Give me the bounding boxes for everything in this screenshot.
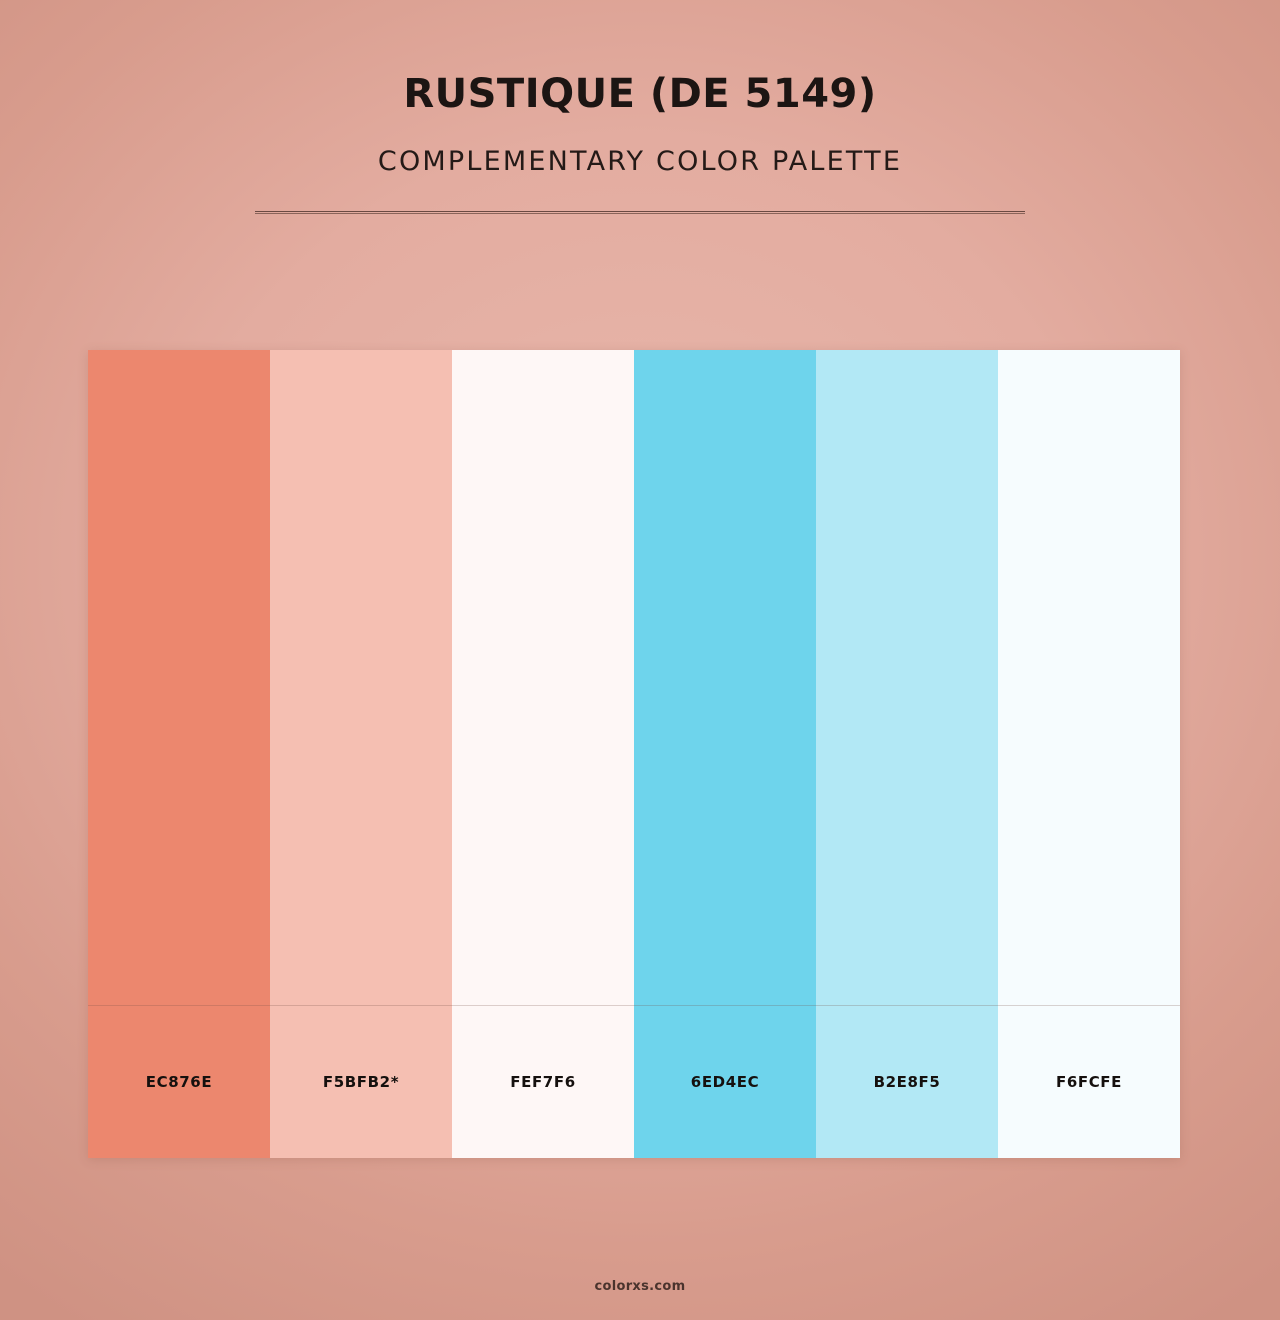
- swatch-label-area: [270, 1005, 452, 1158]
- swatch-label-area: [816, 1005, 998, 1158]
- swatch-hex-label: FEF7F6: [510, 1073, 576, 1091]
- swatch-color-block: [816, 350, 998, 1005]
- color-swatch[interactable]: [816, 350, 998, 1158]
- swatch-color-block: [998, 350, 1180, 1005]
- page-header: [0, 0, 1280, 214]
- swatch-hex-label: 6ED4EC: [690, 1073, 760, 1091]
- color-palette: [88, 350, 1180, 1158]
- swatch-hex-label: B2E8F5: [873, 1073, 941, 1091]
- swatch-hex-label: F5BFB2*: [322, 1073, 400, 1091]
- swatch-hex-label: F6FCFE: [1055, 1073, 1123, 1091]
- swatch-color-block: [88, 350, 270, 1005]
- swatch-hex-label: EC876E: [145, 1073, 213, 1091]
- page-subtitle: COMPLEMENTARY COLOR PALETTE: [377, 146, 903, 177]
- site-watermark: colorxs.com: [594, 1279, 686, 1294]
- color-swatch[interactable]: [452, 350, 634, 1158]
- swatch-label-area: [88, 1005, 270, 1158]
- swatch-label-area: [452, 1005, 634, 1158]
- page-footer: [0, 1275, 1280, 1294]
- swatch-color-block: [634, 350, 816, 1005]
- color-swatch[interactable]: [270, 350, 452, 1158]
- swatch-color-block: [452, 350, 634, 1005]
- swatch-label-area: [634, 1005, 816, 1158]
- color-swatch[interactable]: [634, 350, 816, 1158]
- page-title: RUSTIQUE (DE 5149): [403, 71, 877, 117]
- header-divider: [255, 211, 1025, 214]
- color-swatch[interactable]: [998, 350, 1180, 1158]
- swatch-label-area: [998, 1005, 1180, 1158]
- color-swatch[interactable]: [88, 350, 270, 1158]
- swatch-color-block: [270, 350, 452, 1005]
